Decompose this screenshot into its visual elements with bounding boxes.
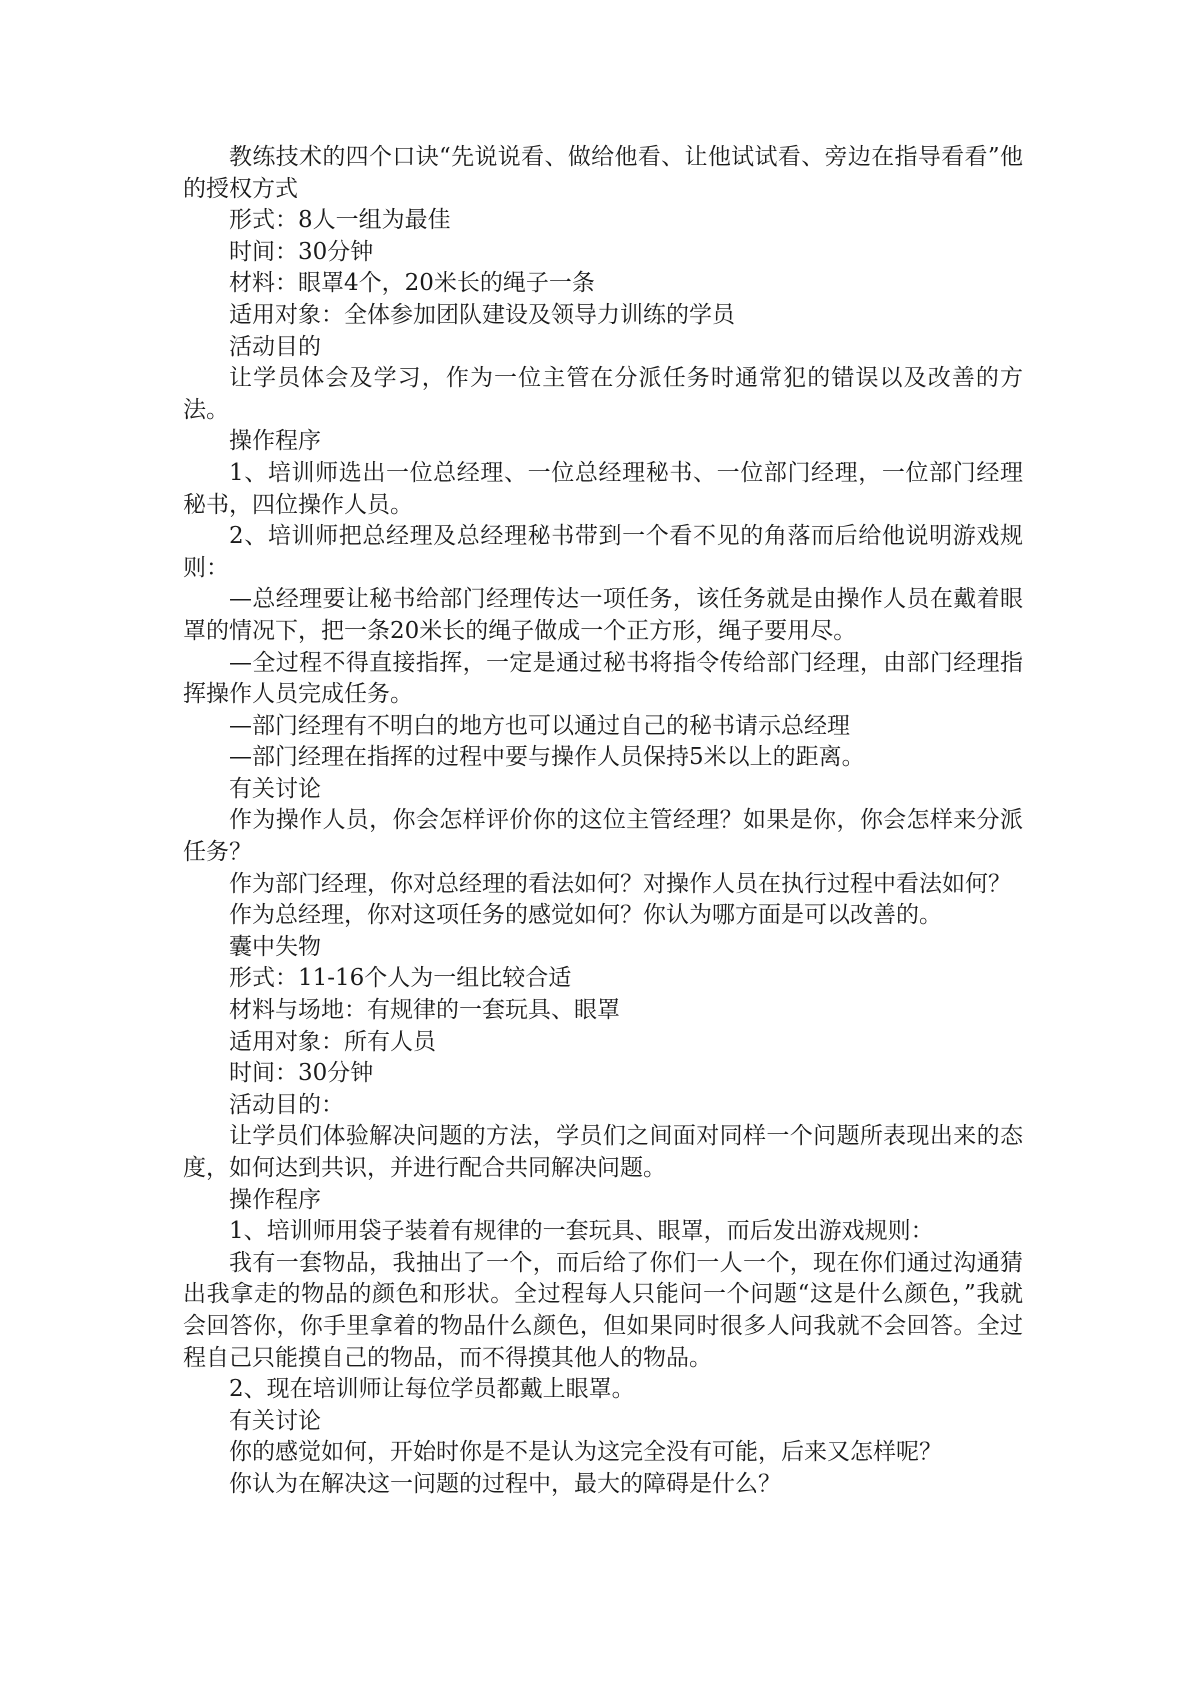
paragraph-discussion-3: 作为总经理，你对这项任务的感觉如何？你认为哪方面是可以改善的。 [229, 902, 942, 929]
paragraph-rule-1: —总经理要让秘书给部门经理传达一项任务，该任务就是由操作人员在戴着眼罩的情况下，把一条20米长的绳子做成一个正方形，绳子要用尽。 [183, 586, 1023, 644]
paragraph-time: 时间：30分钟 [229, 238, 374, 265]
heading-procedure-2: 操作程序 [229, 1186, 321, 1213]
heading-procedure: 操作程序 [229, 428, 321, 455]
paragraph-discussion-b-1: 你的感觉如何，开始时你是不是认为这完全没有可能，后来又怎样呢？ [229, 1439, 942, 1466]
paragraph-step-2: 2、培训师把总经理及总经理秘书带到一个看不见的角落而后给他说明游戏规则： [183, 523, 1023, 581]
paragraph-discussion-1: 作为操作人员，你会怎样评价你的这位主管经理？如果是你，你会怎样来分派任务？ [183, 807, 1023, 866]
paragraph-format: 形式：8人一组为最佳 [229, 207, 451, 234]
paragraph-materials-venue: 材料与场地：有规律的一套玩具、眼罩 [229, 997, 620, 1024]
document-body [183, 142, 1023, 1501]
paragraph-audience: 适用对象：全体参加团队建设及领导力训练的学员 [229, 301, 735, 328]
paragraph-time-2: 时间：30分钟 [229, 1060, 374, 1087]
paragraph-audience-2: 适用对象：所有人员 [229, 1028, 436, 1055]
paragraph-activity-goal: 让学员体会及学习，作为一位主管在分派任务时通常犯的错误以及改善的方法。 [183, 365, 1023, 423]
paragraph-step-2-b: 2、现在培训师让每位学员都戴上眼罩。 [229, 1376, 635, 1403]
paragraph-activity-goal-2: 让学员们体验解决问题的方法，学员们之间面对同样一个问题所表现出来的态度，如何达到共识，并进行配合共同解决问题。 [183, 1123, 1023, 1181]
paragraph-step-1-b: 1、培训师用袋子装着有规律的一套玩具、眼罩，而后发出游戏规则： [229, 1218, 934, 1245]
paragraph-format-2: 形式：11-16个人为一组比较合适 [229, 965, 572, 992]
paragraph-rule-2: —全过程不得直接指挥，一定是通过秘书将指令传给部门经理，由部门经理指挥操作人员完成任务。 [183, 649, 1023, 708]
paragraph-step-1: 1、培训师选出一位总经理、一位总经理秘书、一位部门经理，一位部门经理秘书，四位操作人员。 [183, 459, 1023, 518]
paragraph-rule-3: —部门经理有不明白的地方也可以通过自己的秘书请示总经理 [229, 712, 850, 739]
paragraph-rule-4: —部门经理在指挥的过程中要与操作人员保持5米以上的距离。 [229, 744, 865, 771]
heading-discussion-2: 有关讨论 [229, 1407, 321, 1434]
heading-discussion: 有关讨论 [229, 775, 321, 802]
heading-lost-item-game: 囊中失物 [229, 933, 321, 960]
paragraph-game-rules: 我有一套物品，我抽出了一个，而后给了你们一人一个，现在你们通过沟通猜出我拿走的物品的颜色和形状。全过程每人只能问一个问题“这是什么颜色，”我就会回答你，你手里拿着的物品什么颜色，但如果同时很多人问我就不会回答。全过程自己只能摸自己的物品，而不得摸其他人的物品。 [183, 1249, 1023, 1371]
heading-activity-goal: 活动目的 [229, 333, 321, 360]
paragraph-discussion-b-2: 你认为在解决这一问题的过程中，最大的障碍是什么？ [229, 1470, 781, 1497]
heading-activity-goal-2: 活动目的： [229, 1091, 344, 1118]
paragraph-coaching-mnemonic: 教练技术的四个口诀“先说说看、做给他看、让他试试看、旁边在指导看看”他的授权方式 [183, 144, 1023, 202]
paragraph-discussion-2: 作为部门经理，你对总经理的看法如何？对操作人员在执行过程中看法如何？ [229, 870, 1011, 897]
paragraph-materials: 材料：眼罩4个，20米长的绳子一条 [229, 270, 595, 297]
